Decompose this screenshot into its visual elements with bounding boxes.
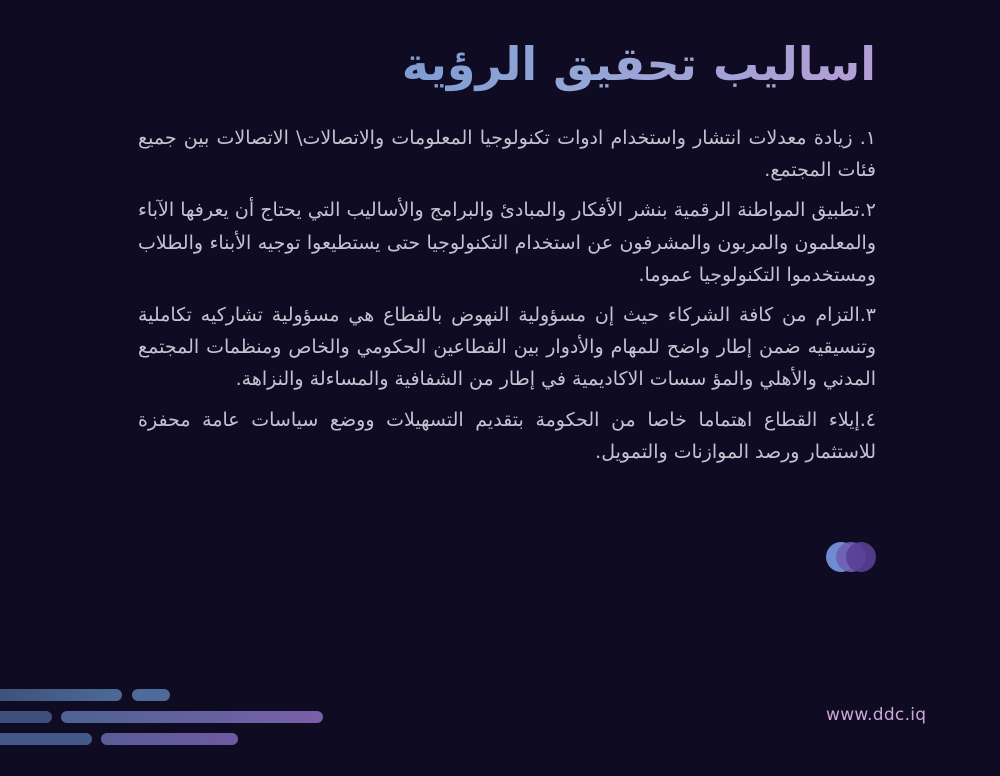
paragraph-4: ٤.إيلاء القطاع اهتماما خاصا من الحكومة بتقديم التسهيلات ووضع سياسات عامة محفزة للاستثمار ورصد الموازنات والتمويل. xyxy=(138,408,876,463)
paragraph-2: ٢.تطبيق المواطنة الرقمية بنشر الأفكار والمبادئ والبرامج والأساليب التي يحتاج أن يعرفها الآباء والمعلمون والمربون والمشرفون عن استخدام التكنولوجيا حتى يستطيعوا توجيه الأبناء والطلاب ومستخدموا التكنولوجيا عموما. xyxy=(138,199,876,286)
stripe-bar xyxy=(101,733,238,745)
stripe-bar xyxy=(0,733,92,745)
dot-circle-icon xyxy=(846,542,876,572)
paragraph-3: ٣.التزام من كافة الشركاء حيث إن مسؤولية النهوض بالقطاع هي مسؤولية تشاركيه تكاملية وتنسيقيه ضمن إطار واضح للمهام والأدوار بين القطاعين الحكومي والخاص ومنظمات المجتمع المدني والأهلي والمؤ سسات الاكاديمية في إطار من الشفافية والمساءلة والنزاهة. xyxy=(138,304,876,391)
content-body xyxy=(138,122,876,476)
website-url: www.ddc.iq xyxy=(826,705,927,725)
stripe-bar xyxy=(0,689,122,701)
decorative-dots xyxy=(826,542,876,572)
stripe-bar xyxy=(132,689,170,701)
paragraph-1: ١. زيادة معدلات انتشار واستخدام ادوات تكنولوجيا المعلومات والاتصالات\ الاتصالات بين جميع فئات المجتمع. xyxy=(138,127,876,182)
page-title: اساليب تحقيق الرؤية xyxy=(276,34,876,94)
stripe-bar xyxy=(61,711,323,723)
stripe-bar xyxy=(0,711,52,723)
